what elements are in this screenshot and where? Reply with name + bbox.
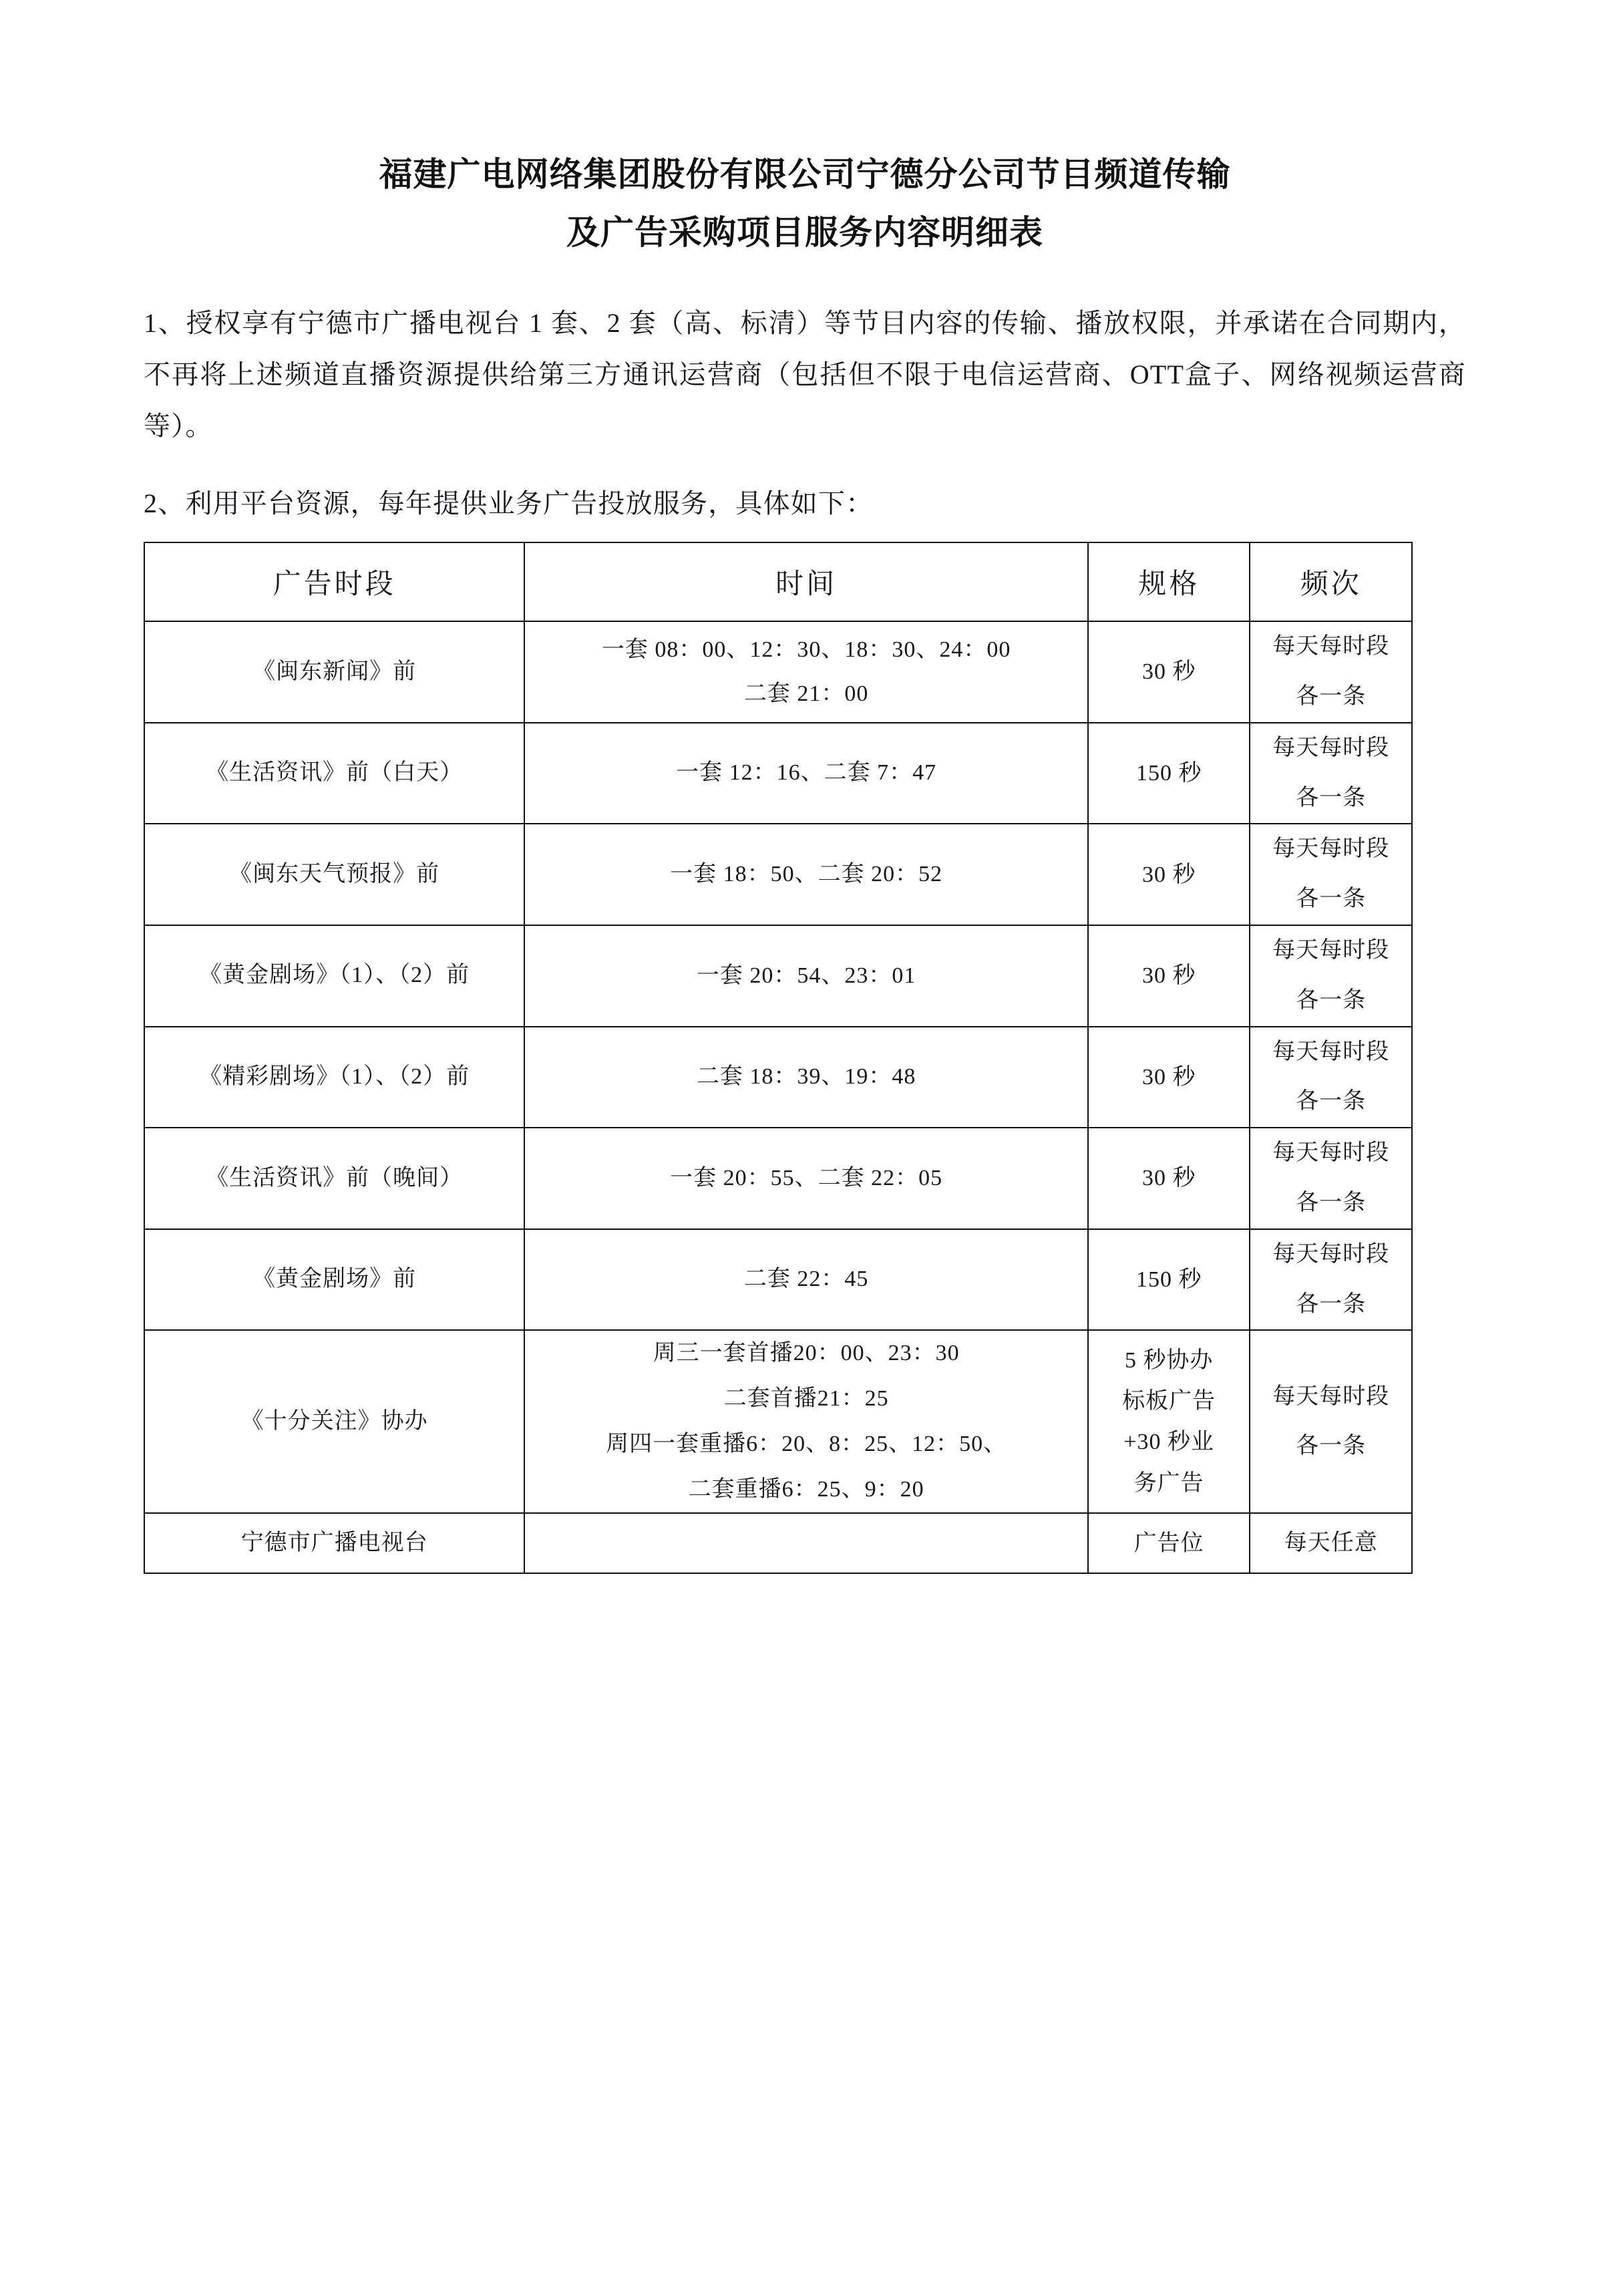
cell-time <box>524 1330 1088 1513</box>
cell-ad-slot: 《黄金剧场》（1）、（2）前 <box>144 925 524 1027</box>
header-ad-slot: 广告时段 <box>144 542 524 621</box>
cell-spec <box>1088 723 1250 824</box>
title-line-2: 及广告采购项目服务内容明细表 <box>566 212 1043 252</box>
frequency-line: 各一条 <box>1296 683 1367 709</box>
spec-line: 150 秒 <box>1135 760 1202 786</box>
table-row <box>144 621 1412 723</box>
cell-ad-slot: 《黄金剧场》前 <box>144 1229 524 1331</box>
cell-frequency <box>1250 723 1412 824</box>
cell-frequency <box>1250 1513 1412 1573</box>
cell-time <box>524 1229 1088 1331</box>
spec-line: +30 秒业 <box>1123 1430 1215 1455</box>
cell-frequency <box>1250 1330 1412 1513</box>
cell-frequency <box>1250 1229 1412 1331</box>
cell-ad-slot: 《十分关注》协办 <box>144 1330 524 1513</box>
cell-time <box>524 925 1088 1027</box>
frequency-line: 各一条 <box>1296 987 1367 1013</box>
frequency-line: 各一条 <box>1296 1291 1367 1317</box>
spec-line: 标板广告 <box>1122 1389 1216 1414</box>
table-row <box>144 1513 1412 1573</box>
spec-line: 5 秒协办 <box>1124 1347 1214 1373</box>
frequency-line: 各一条 <box>1296 1434 1367 1459</box>
cell-ad-slot: 《生活资讯》前（晚间） <box>144 1128 524 1229</box>
table-row <box>144 1027 1412 1128</box>
spec-line: 30 秒 <box>1141 1064 1196 1090</box>
cell-ad-slot: 《生活资讯》前（白天） <box>144 723 524 824</box>
time-line: 周三一套首播20：00、23：30 <box>653 1341 960 1366</box>
cell-time <box>524 824 1088 925</box>
paragraph-2: 2、利用平台资源，每年提供业务广告投放服务，具体如下： <box>144 488 874 519</box>
spec-line: 务广告 <box>1133 1470 1204 1496</box>
frequency-line: 每天每时段 <box>1272 836 1390 862</box>
cell-time <box>524 723 1088 824</box>
table-header-row <box>144 542 1412 621</box>
frequency-line: 每天任意 <box>1284 1530 1378 1555</box>
frequency-line: 各一条 <box>1296 1089 1367 1114</box>
time-line: 二套首播21：25 <box>723 1386 889 1412</box>
time-line: 一套 20：55、二套 22：05 <box>670 1165 943 1190</box>
frequency-line: 每天每时段 <box>1272 1140 1390 1166</box>
table-body <box>144 621 1412 1573</box>
table-row <box>144 1229 1412 1331</box>
spec-line: 30 秒 <box>1141 1166 1196 1191</box>
frequency-line: 每天每时段 <box>1272 937 1390 963</box>
cell-ad-slot: 《闽东新闻》前 <box>144 621 524 723</box>
time-line: 二套重播6：25、9：20 <box>688 1477 924 1502</box>
spec-line: 广告位 <box>1133 1530 1204 1556</box>
time-line: 一套 12：16、二套 7：47 <box>676 760 937 786</box>
frequency-line: 每天每时段 <box>1272 1241 1390 1267</box>
cell-time <box>524 1513 1088 1573</box>
cell-ad-slot: 宁德市广播电视台 <box>144 1513 524 1573</box>
cell-frequency <box>1250 925 1412 1027</box>
header-time: 时间 <box>524 542 1088 621</box>
cell-time <box>524 1128 1088 1229</box>
header-spec: 规格 <box>1088 542 1250 621</box>
service-details-table <box>144 542 1413 1574</box>
cell-spec <box>1088 925 1250 1027</box>
document-content <box>144 150 1466 1574</box>
cell-frequency <box>1250 1128 1412 1229</box>
cell-spec <box>1088 1229 1250 1331</box>
frequency-line: 各一条 <box>1296 1190 1367 1215</box>
frequency-line: 各一条 <box>1296 886 1367 912</box>
frequency-line: 各一条 <box>1296 785 1367 810</box>
cell-ad-slot: 《闽东天气预报》前 <box>144 824 524 925</box>
time-line: 二套 21：00 <box>743 681 869 706</box>
table-row <box>144 925 1412 1027</box>
spec-line: 30 秒 <box>1141 963 1196 989</box>
cell-frequency <box>1250 824 1412 925</box>
cell-spec <box>1088 1128 1250 1229</box>
cell-spec <box>1088 1027 1250 1128</box>
header-frequency: 频次 <box>1250 542 1412 621</box>
frequency-line: 每天每时段 <box>1272 1039 1390 1064</box>
cell-frequency <box>1250 621 1412 723</box>
cell-frequency <box>1250 1027 1412 1128</box>
cell-spec <box>1088 824 1250 925</box>
time-line: 一套 18：50、二套 20：52 <box>670 862 943 887</box>
time-line: 一套 08：00、12：30、18：30、24：00 <box>601 637 1011 662</box>
spec-line: 150 秒 <box>1135 1267 1202 1292</box>
paragraph-1: 1、授权享有宁德市广播电视台 1 套、2 套（高、标清）等节目内容的传输、播放权限，并承诺在合同期内，不再将上述频道直播资源提供给第三方通讯运营商（包括但不限于电信运营商、OTT盒子、网络视频运营商等）。 <box>144 308 1466 441</box>
spec-line: 30 秒 <box>1141 862 1196 887</box>
frequency-line: 每天每时段 <box>1272 1383 1390 1409</box>
table-row <box>144 1330 1412 1513</box>
time-line: 二套 22：45 <box>743 1267 869 1292</box>
frequency-line: 每天每时段 <box>1272 634 1390 659</box>
cell-spec <box>1088 1330 1250 1513</box>
title-line-1: 福建广电网络集团股份有限公司宁德分公司节目频道传输 <box>379 155 1231 194</box>
spec-line: 30 秒 <box>1141 659 1196 685</box>
page-title <box>144 150 1466 257</box>
time-line: 二套 18：39、19：48 <box>696 1064 916 1090</box>
frequency-line: 每天每时段 <box>1272 735 1390 760</box>
cell-time <box>524 621 1088 723</box>
table-row <box>144 1128 1412 1229</box>
cell-ad-slot: 《精彩剧场》（1）、（2）前 <box>144 1027 524 1128</box>
cell-spec <box>1088 1513 1250 1573</box>
cell-spec <box>1088 621 1250 723</box>
time-line: 一套 20：54、23：01 <box>696 963 916 988</box>
cell-time <box>524 1027 1088 1128</box>
time-line: 周四一套重播6：20、8：25、12：50、 <box>606 1432 1007 1457</box>
table-row <box>144 824 1412 925</box>
table-row <box>144 723 1412 824</box>
